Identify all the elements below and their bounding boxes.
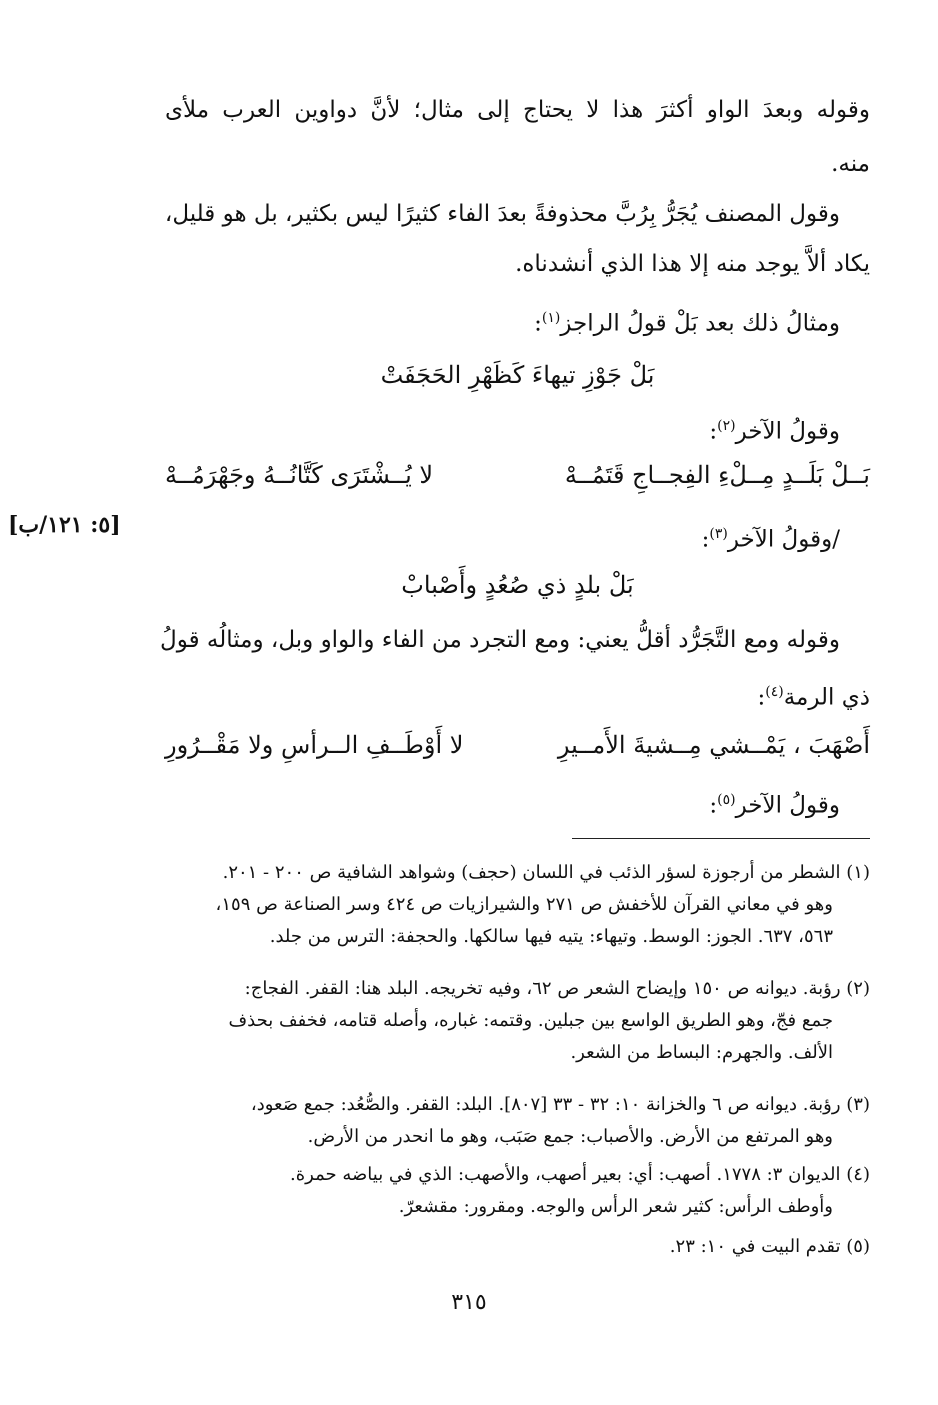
manuscript-folio-ref: [٥: ١٢١/ب]: [8, 512, 121, 538]
footnote-3-line-2: وهو المرتفع من الأرض. والأصباب: جمع صَبَب، وهو ما انحدر من الأرض.: [307, 1126, 833, 1147]
footnote-5-text: تقدم البيت في ١٠: ٢٣.: [669, 1236, 841, 1257]
verse-3: بَلْ بلدٍ ذي صُعُدٍ وأَصْبابْ: [401, 571, 634, 599]
body-line-9-colon: :: [757, 684, 766, 711]
body-line-5: [165, 300, 870, 342]
footnote-1-line-1: [160, 858, 870, 888]
body-line-10-text: وقولُ الآخر: [735, 792, 840, 819]
body-line-9-text: ذي الرمة: [783, 684, 870, 711]
footnote-1-marker: (١): [846, 862, 870, 883]
verse-1: بَلْ جَوْزِ تيهاءَ كَظَهْرِ الحَجَفَتْ: [380, 361, 655, 389]
verse-4-second-hemistich: لا أَوْطَــفِ الــرأسِ ولا مَقْــرُورِ: [165, 731, 464, 759]
footnote-1-line-2: وهو في معاني القرآن للأخفش ص ٢٧١ والشيرازيات ص ٤٢٤ وسر الصناعة ص ١٥٩،: [215, 894, 833, 915]
footnote-2-marker: (٢): [846, 978, 870, 999]
footnote-2-line-1: [160, 974, 870, 1004]
verse-2-second-hemistich: لا يُــشْتَرَى كَتَّانُــهُ وجَهْرَمُــهْ: [165, 461, 434, 489]
footnote-ref-2: (٢): [717, 418, 736, 434]
footnote-5-marker: (٥): [846, 1236, 870, 1257]
footnote-ref-1: (١): [541, 310, 561, 326]
footnote-1-text: الشطر من أرجوزة لسؤر الذئب في اللسان (حجف) وشواهد الشافية ص ٢٠٠ - ٢٠١.: [222, 862, 841, 883]
body-line-7: [165, 516, 870, 558]
body-line-7-text: /وقولُ الآخر: [727, 526, 840, 553]
body-line-1: وقوله وبعدَ الواو أكثرَ هذا لا يحتاج إلى مثال؛ لأنَّ دواوين العرب ملأى: [165, 97, 870, 123]
verse-2-first-hemistich: بَــلْ بَلَــدٍ مِــلْءِ الفِجــاجِ قَتَمُــهْ: [564, 461, 870, 489]
footnote-4-line-2: وأوطف الرأس: كثير شعر الرأس والوجه. ومقرور: مقشعرّ.: [398, 1196, 833, 1217]
footnote-separator: [572, 838, 870, 839]
footnote-3-text: رؤبة. ديوانه ص ٦ والخزانة ١٠: ٣٢ - ٣٣ [٨٠٧]. البلد: القفر. والصُّعُد: جمع صَعود،: [250, 1094, 841, 1115]
body-line-9: [165, 674, 870, 716]
body-line-6-colon: :: [709, 418, 718, 445]
body-line-10-colon: :: [709, 792, 718, 819]
footnote-ref-3: (٣): [709, 526, 728, 542]
body-line-6: [165, 408, 870, 450]
body-line-10: [165, 782, 870, 824]
body-line-8: وقوله ومع التَّجَرُّد أقلُّ يعني: ومع التجرد من الفاء والواو وبل، ومثالُه قولُ: [159, 627, 840, 653]
footnote-2-text: رؤبة. ديوانه ص ١٥٠ وإيضاح الشعر ص ٦٢، وفيه تخريجه. البلد هنا: القفر. الفجاج:: [244, 978, 841, 999]
footnote-3-line-1: [160, 1090, 870, 1120]
footnote-4-text: الديوان ٣: ١٧٧٨. أصهب: أي: بعير أصهب، والأصهب: الذي في بياضه حمرة.: [290, 1164, 841, 1185]
body-line-7-colon: :: [701, 526, 710, 553]
footnote-2-line-2: جمع فجّ، وهو الطريق الواسع بين جبلين. وقتمه: غباره، وأصله قتامه، فخفف بحذف: [228, 1010, 833, 1031]
footnote-ref-5: (٥): [717, 792, 736, 808]
footnote-2-line-3: الألف. والجهرم: البساط من الشعر.: [570, 1042, 833, 1063]
footnote-ref-4: (٤): [765, 684, 784, 700]
footnote-5-line-1: [160, 1232, 870, 1262]
verse-4-first-hemistich: أَصْهَبَ ، يَمْــشي مِــشيةَ الأَمــيرِ: [557, 731, 870, 759]
body-line-6-text: وقولُ الآخر: [735, 418, 840, 445]
body-line-2: منه.: [831, 151, 870, 177]
page-number: ٣١٥: [451, 1290, 487, 1315]
footnote-4-marker: (٤): [846, 1164, 870, 1185]
footnote-1-line-3: ٥٦٣، ٦٣٧. الجوز: الوسط. وتيهاء: يتيه فيها سالكها. والحجفة: الترس من جلد.: [269, 926, 833, 947]
body-line-4: يكاد ألاَّ يوجد منه إلا هذا الذي أنشدناه.: [515, 251, 870, 277]
body-line-3: وقول المصنف يُجَرُّ بِرُبَّ محذوفةً بعدَ الفاء كثيرًا ليس بكثير، بل هو قليل،: [164, 201, 840, 227]
footnote-4-line-1: [160, 1160, 870, 1190]
footnote-3-marker: (٣): [846, 1094, 870, 1115]
body-line-5-colon: :: [534, 310, 542, 337]
body-line-5-text: ومثالُ ذلك بعد بَلْ قولُ الراجز: [560, 310, 840, 337]
